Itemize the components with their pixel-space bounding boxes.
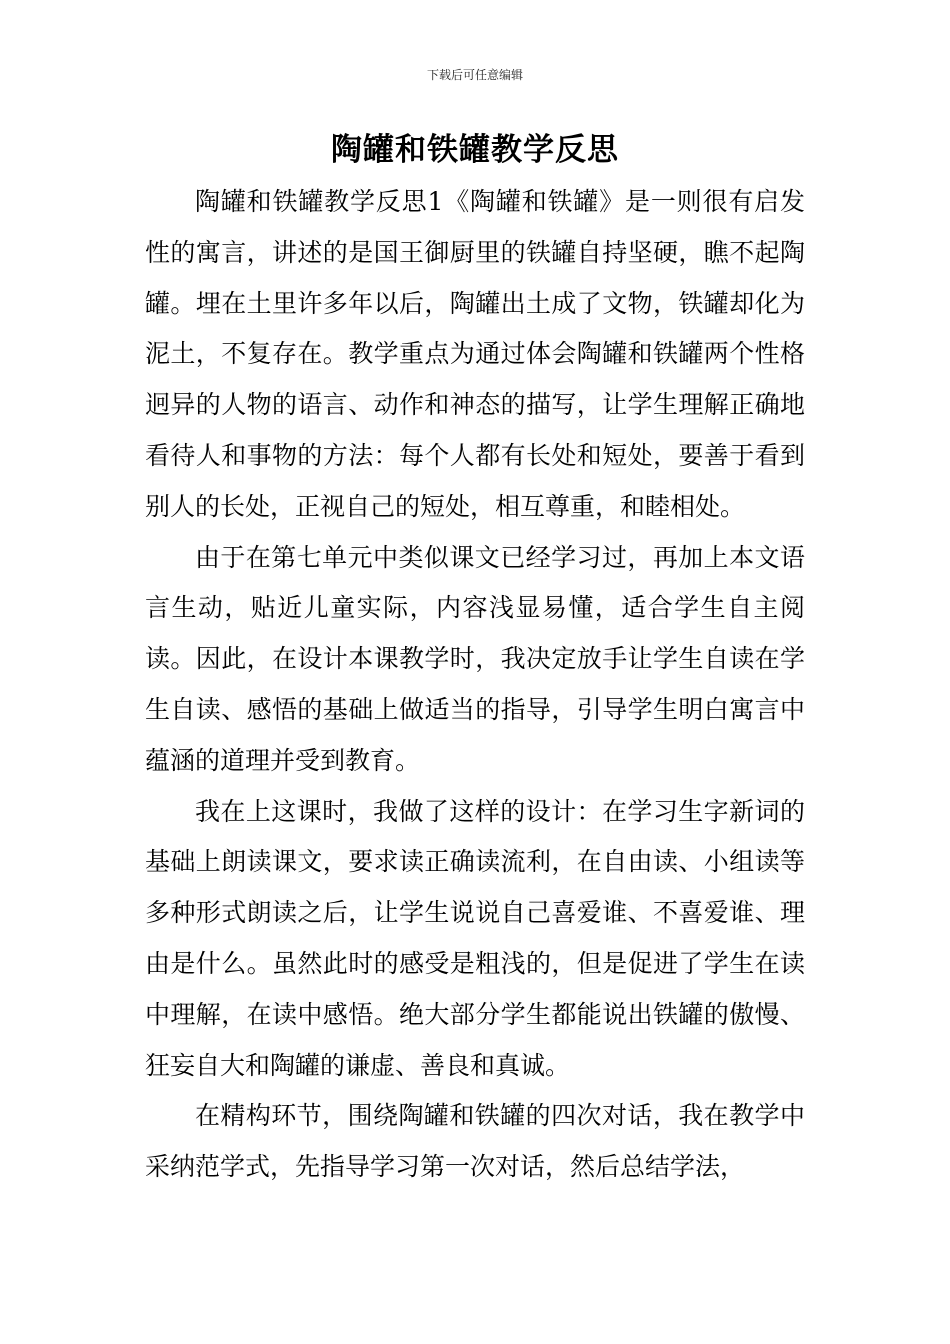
document-body [145,177,805,1193]
paragraph-4: 在精构环节，围绕陶罐和铁罐的四次对话，我在教学中采纳范学式，先指导学习第一次对话，然后总结学法， [145,1101,805,1182]
paragraph-1: 陶罐和铁罐教学反思1《陶罐和铁罐》是一则很有启发性的寓言，讲述的是国王御厨里的铁罐自持坚硬，瞧不起陶罐。埋在土里许多年以后，陶罐出土成了文物，铁罐却化为泥土，不复存在。教学重点为通过体会陶罐和铁罐两个性格迥异的人物的语言、动作和神态的描写，让学生理解正确地看待人和事物的方法：每个人都有长处和短处，要善于看到别人的长处，正视自己的短处，相互尊重，和睦相处。 [145,187,805,521]
document-title: 陶罐和铁罐教学反思 [331,132,619,168]
header-note: 下载后可任意编辑 [426,68,523,82]
paragraph-3: 我在上这课时，我做了这样的设计：在学习生字新词的基础上朗读课文，要求读正确读流利，在自由读、小组读等多种形式朗读之后，让学生说说自己喜爱谁、不喜爱谁、理由是什么。虽然此时的感受是粗浅的，但是促进了学生在读中理解，在读中感悟。绝大部分学生都能说出铁罐的傲慢、狂妄自大和陶罐的谦虚、善良和真诚。 [145,796,805,1080]
paragraph-2: 由于在第七单元中类似课文已经学习过，再加上本文语言生动，贴近儿童实际，内容浅显易懂，适合学生自主阅读。因此，在设计本课教学时，我决定放手让学生自读在学生自读、感悟的基础上做适当的指导，引导学生明白寓言中蕴涵的道理并受到教育。 [145,542,805,775]
